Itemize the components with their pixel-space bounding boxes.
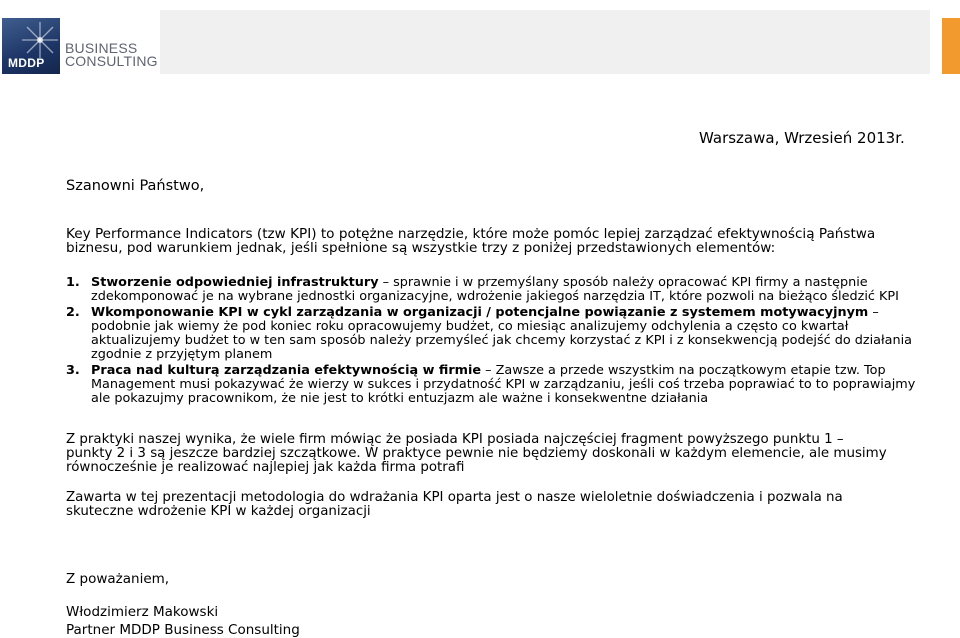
list-item-number: 3. (66, 363, 80, 378)
list-item (66, 276, 936, 304)
letter-greeting: Szanowni Państwo, (66, 178, 205, 194)
list-item-number: 1. (66, 275, 80, 290)
intro-line: biznesu, pod warunkiem jednak, jeśli spełnione są wszystkie trzy z poniżej przedstawionych elementów: (66, 240, 776, 256)
practice-paragraph (66, 433, 936, 475)
signature-title: Partner MDDP Business Consulting (66, 622, 300, 638)
brand-line-1: BUSINESS (65, 40, 138, 56)
brand-line-2: CONSULTING (65, 53, 158, 69)
intro-paragraph (66, 227, 916, 255)
letter-date: Warszawa, Wrzesień 2013r. (699, 129, 905, 147)
paragraph-line: równocześnie je realizować najlepiej jak każda firma potrafi (66, 460, 465, 475)
logo-text: MDDP (8, 56, 45, 70)
paragraph-line: punkty 2 i 3 są jeszcze bardziej szczątkowe. W praktyce pewnie nie będziemy doskonali w każdym elemencie, ale musimy (66, 446, 887, 461)
paragraph-line: skuteczne wdrożenie KPI w każdej organizacji (66, 504, 371, 519)
list-item (66, 306, 936, 362)
mddp-logo (2, 18, 60, 74)
orange-accent (942, 18, 960, 74)
paragraph-line: Z praktyki naszej wynika, że wiele firm mówiąc że posiada KPI posiada najczęściej fragment powyższego punktu 1 – (66, 432, 844, 447)
signature-name: Włodzimierz Makowski (66, 604, 219, 620)
list-item-number: 2. (66, 305, 80, 320)
intro-line: Key Performance Indicators (tzw KPI) to potężne narzędzie, które może pomóc lepiej zarządzać efektywnością Państwa (66, 226, 876, 242)
paragraph-line: Zawarta w tej prezentacji metodologia do wdrażania KPI oparta jest o nasze wieloletnie doświadczenia i pozwala na (66, 490, 843, 505)
list-item-title: Wkomponowanie KPI w cykl zarządzania w organizacji / potencjalne powiązanie z systemem motywacyjnym (91, 305, 869, 320)
header-bar (160, 10, 930, 74)
list-item-text: – sprawnie i w przemyślany sposób należy opracować KPI firmy a następnie zdekomponować je na wybrane jednostki organizacyjne, wdrożenie jakiegoś narzędzia IT, które pozwoli na bieżąco śledzić KPI (91, 275, 899, 304)
letter-closing: Z poważaniem, (66, 571, 170, 587)
list-item (66, 364, 936, 406)
list-item-title: Praca nad kulturą zarządzania efektywnością w firmie (91, 363, 482, 378)
brand-name (65, 42, 158, 68)
numbered-list (66, 276, 936, 408)
list-item-text: – Zawsze a przede wszystkim na początkowym etapie tzw. Top Management musi pokazywać że wierzy w sukces i przydatność KPI w zarządzaniu, jeśli coś trzeba poprawiać to to poprawiajmy ale pokazujmy pracownikom, że nie jest to krótki entuzjazm ale ważne i konsekwentne działania (91, 363, 916, 406)
methodology-paragraph (66, 491, 936, 519)
list-item-text: – podobnie jak wiemy że pod koniec roku opracowujemy budżet, co miesiąc analizujemy odchylenia a często co kwartał aktualizujemy budżet to w ten sam sposób należy przemyśleć jak chcemy korzystać z KPI i z konsekwencją podejść do działania zgodnie z przyjętym planem (91, 305, 913, 362)
list-item-title: Stworzenie odpowiedniej infrastruktury (91, 275, 379, 290)
